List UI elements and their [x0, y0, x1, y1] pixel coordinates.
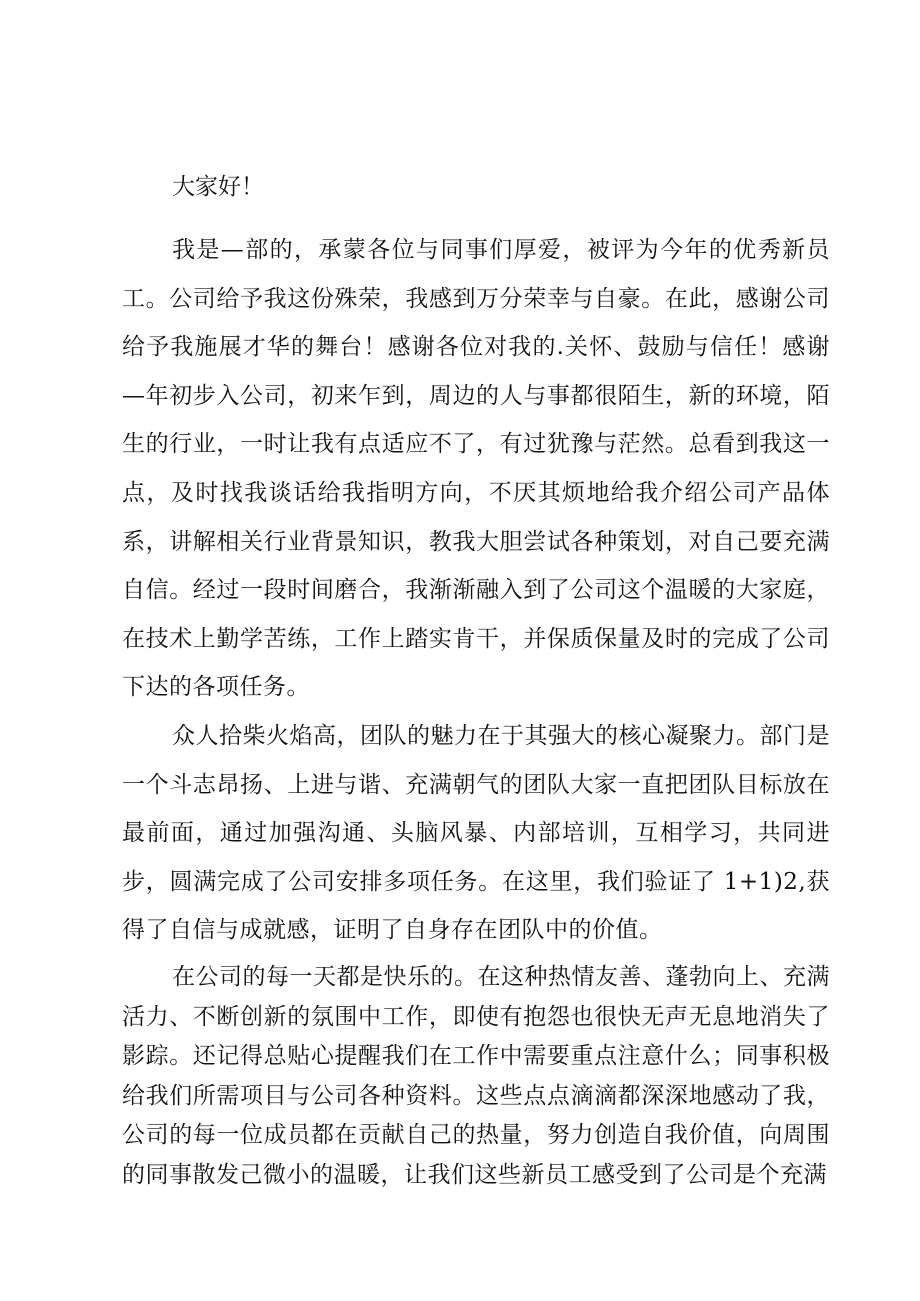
paragraph-3: 在公司的每一天都是快乐的。在这种热情友善、蓬勃向上、充满活力、不断创新的氛围中工作，即使有抱怨也很快无声无息地消失了影踪。还记得总贴心提醒我们在工作中需要重点注意什么；同事积极给我们所需项目与公司各种资料。这些点点滴滴都深深地感动了我，公司的每一位成员都在贡献自己的热量，努力创造自我价值，向周围的同事散发己微小的温暖，让我们这些新员工感受到了公司是个充满 [122, 964, 830, 1188]
greeting: 大家好！ [172, 174, 264, 200]
paragraph-1: 我是—部的，承蒙各位与同事们厚爱，被评为今年的优秀新员工。公司给予我这份殊荣，我感到万分荣幸与自豪。在此，感谢公司给予我施展才华的舞台！感谢各位对我的.关怀、鼓励与信任！感谢—年初步入公司，初来乍到，周边的人与事都很陌生，新的环境，陌生的行业，一时让我有点适应不了，有过犹豫与茫然。总看到我这一点，及时找我谈话给我指明方向，不厌其烦地给我介绍公司产品体系，讲解相关行业背景知识，教我大胆尝试各种策划，对自己要充满自信。经过一段时间磨合，我渐渐融入到了公司这个温暖的大家庭，在技术上勤学苦练，工作上踏实肯干，并保质保量及时的完成了公司下达的各项任务。 [122, 237, 830, 701]
body-text-lower [122, 958, 830, 1195]
body-text-upper [122, 226, 830, 955]
paragraph-2: 众人拾柴火焰高，团队的魅力在于其强大的核心凝聚力。部门是一个斗志昂扬、上进与谐、充满朝气的团队大家一直把团队目标放在最前面，通过加强沟通、头脑风暴、内部培训，互相学习，共同进步，圆满完成了公司安排多项任务。在这里，我们验证了 1+1)2,获得了自信与成就感，证明了自身存在团队中的价值。 [122, 722, 830, 944]
